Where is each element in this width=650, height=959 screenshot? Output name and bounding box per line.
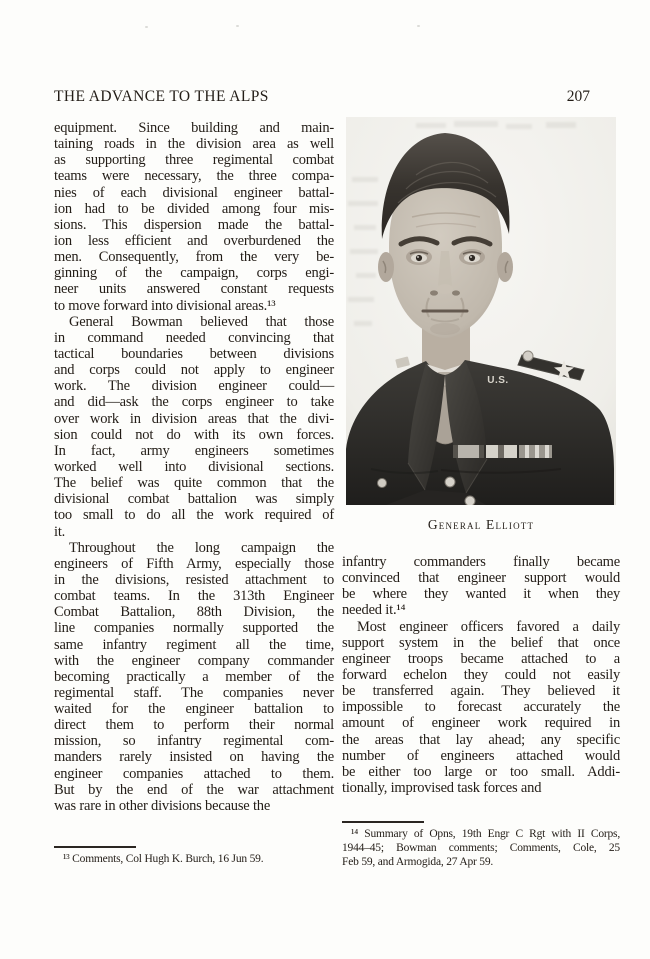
text-line: becoming practically a member of the <box>54 668 334 685</box>
text-line: engineer companies attached to them. <box>54 765 334 782</box>
paragraph <box>54 120 334 314</box>
text-line: Most engineer officers favored a daily <box>357 618 620 635</box>
text-line: over work in division areas that the divi- <box>54 410 334 427</box>
text-line: regimental staff. The companies never <box>54 684 334 701</box>
photo-caption: General Elliott <box>427 517 535 532</box>
text-line: impossible to forecast accurately the <box>342 699 620 716</box>
text-line: the areas that lay ahead; any specific <box>342 731 620 748</box>
text-line: amount of engineer work required in <box>342 715 620 732</box>
text-line: worked well into divisional sections. <box>54 458 334 475</box>
text-line: it. <box>54 523 66 540</box>
text-line: sions. This dispersion made the battal- <box>54 216 334 233</box>
text-line: was rare in other divisions because the <box>54 797 271 814</box>
text-line: with the engineer company commander <box>54 652 334 669</box>
text-line: The belief was quite common that the <box>54 475 334 492</box>
running-head <box>54 88 594 108</box>
text-line: teams were necessary, the three compa- <box>54 168 334 185</box>
text-line: direct them to perform their normal <box>54 717 334 734</box>
footnote-divider <box>54 846 136 848</box>
paragraph <box>54 852 334 866</box>
text-line: ion had to be divided among four mis- <box>54 200 334 217</box>
text-line: Combat Battalion, 88th Division, the <box>54 604 334 621</box>
paragraph <box>342 554 620 619</box>
page-number: 207 <box>566 88 590 105</box>
text-line: engineer troops became attached to a <box>342 650 620 667</box>
text-line: ¹³ Comments, Col Hugh K. Burch, 16 Jun 59. <box>63 853 264 865</box>
text-line: line companies normally supported the <box>54 620 334 637</box>
scan-artifact <box>417 25 420 27</box>
paragraph <box>54 314 334 540</box>
text-line: engineers of Fifth Army, especially those <box>54 555 334 572</box>
text-line: In fact, army engineers sometimes <box>54 442 334 459</box>
text-line: Feb 59, and Armogida, 27 Apr 59. <box>342 856 494 868</box>
us-insignia-text: U.S. <box>487 375 509 386</box>
text-line: General Bowman believed that those <box>69 313 334 330</box>
text-line: divisional combat battalion was simply <box>54 491 334 508</box>
text-line: ginning of the campaign, corps engi- <box>54 265 334 282</box>
footnote-14 <box>342 827 620 869</box>
scan-artifact <box>145 26 148 28</box>
text-line: and corps could not apply to engineer <box>54 362 334 379</box>
footnote-13 <box>54 852 334 866</box>
general-portrait-illustration <box>346 117 616 505</box>
text-line: Throughout the long campaign the <box>69 539 334 556</box>
text-line: same infantry regiment all the time, <box>54 636 334 653</box>
text-line: men. Consequently, from the very be- <box>54 249 334 266</box>
text-line: needed it.¹⁴ <box>342 602 406 619</box>
paragraph <box>342 827 620 869</box>
text-line: in command needed convincing that <box>54 329 334 346</box>
text-line: be where they wanted it when they <box>342 586 620 603</box>
text-line: 1944–45; Bowman comments; Comments, Cole, 25 <box>342 842 620 854</box>
right-column-text <box>342 554 620 796</box>
left-column <box>54 120 334 814</box>
text-line: forward echelon they could not easily <box>342 666 620 683</box>
text-line: be either too large or too small. Addi- <box>342 763 620 780</box>
text-line: But by the end of the war attachment <box>54 781 334 798</box>
text-line: taining roads in the division area as well <box>54 136 334 153</box>
text-line: too small to do all the work required of <box>54 507 334 524</box>
text-line: tactical boundaries between divisions <box>54 345 334 362</box>
text-line: in the divisions, resisted attachment to <box>54 571 334 588</box>
text-line: as supporting three regimental combat <box>54 152 334 169</box>
chapter-title: THE ADVANCE TO THE ALPS <box>54 88 269 105</box>
text-line: convinced that engineer support would <box>342 570 620 587</box>
text-line: be transferred again. They believed it <box>342 683 620 700</box>
ribbon-bar <box>453 445 552 458</box>
scan-artifact <box>236 25 239 27</box>
text-line: sion could not do with its own forces. <box>54 426 334 443</box>
paragraph <box>54 540 334 814</box>
text-line: combat teams. In the 313th Engineer <box>54 588 334 605</box>
text-line: ¹⁴ Summary of Opns, 19th Engr C Rgt with II Corps, <box>351 828 620 840</box>
text-line: to move forward into divisional areas.¹³ <box>54 297 276 314</box>
text-line: ion less efficient and overburdened the <box>54 232 334 249</box>
text-line: equipment. Since building and main- <box>54 120 334 136</box>
text-line: number of engineers attached would <box>342 747 620 764</box>
text-line: support system in the belief that once <box>342 634 620 651</box>
portrait-photo <box>346 117 616 505</box>
text-line: neer units answered constant requests <box>54 281 334 298</box>
text-line: work. The division engineer could— <box>54 378 334 395</box>
footnote-divider <box>342 821 424 823</box>
paragraph <box>342 619 620 797</box>
text-line: infantry commanders finally became <box>342 554 620 570</box>
text-line: mission, so infantry regimental com- <box>54 733 334 750</box>
text-line: nies of each divisional engineer battal- <box>54 184 334 201</box>
text-line: manders rarely insisted on having the <box>54 749 334 766</box>
text-line: waited for the engineer battalion to <box>54 701 334 718</box>
text-line: tionally, improvised task forces and <box>342 779 542 796</box>
text-line: and did—ask the corps engineer to take <box>54 394 334 411</box>
